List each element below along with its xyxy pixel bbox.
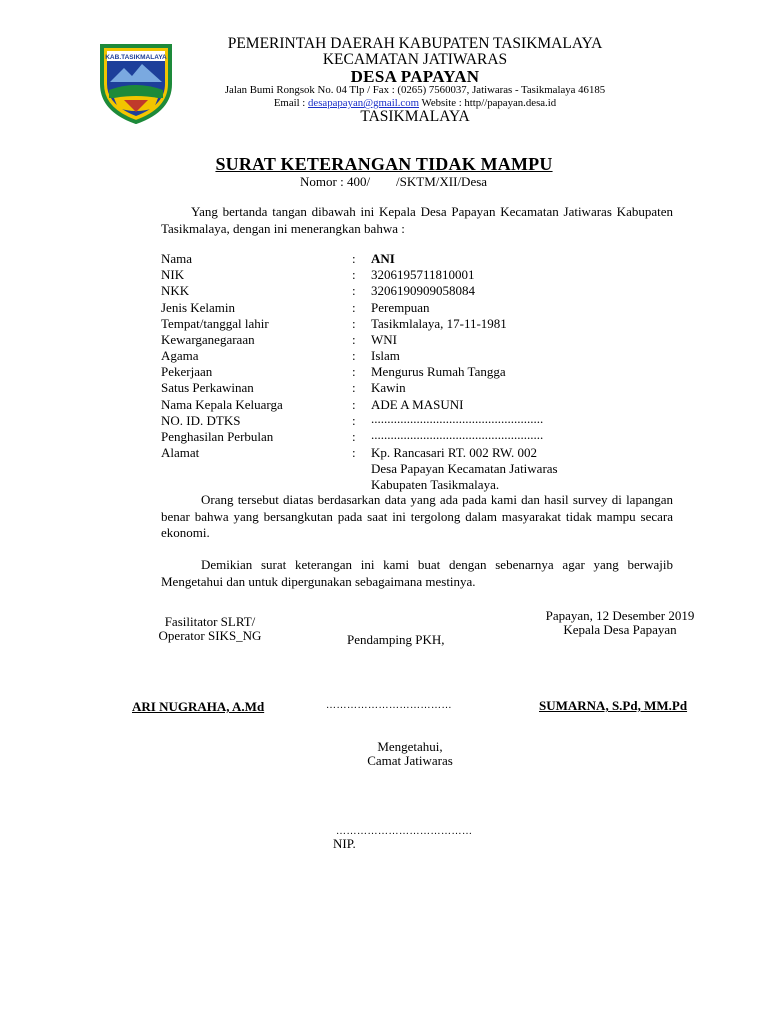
middle-signature-line: ……………………………… <box>326 700 452 711</box>
acknowledgement-label: Mengetahui, <box>377 739 443 754</box>
field-colon: : <box>352 364 356 379</box>
shield-emblem-icon <box>96 40 176 124</box>
field-colon: : <box>352 413 356 428</box>
field-value-address-line2: Desa Papayan Kecamatan Jatiwaras <box>371 461 558 476</box>
field-label-income: Penghasilan Perbulan <box>161 429 274 444</box>
field-colon: : <box>352 348 356 363</box>
field-label-occupation: Pekerjaan <box>161 364 213 379</box>
left-signatory-role-2: Operator SIKS_NG <box>158 628 262 643</box>
document-number: Nomor : 400/ /SKTM/XII/Desa <box>300 174 488 189</box>
field-label-head-of-family: Nama Kepala Keluarga <box>161 397 283 412</box>
logo-text: KAB.TASIKMALAYA <box>105 54 167 61</box>
field-label-nama: Nama <box>161 251 193 266</box>
intro-paragraph: Yang bertanda tangan dibawah ini Kepala Desa Papayan Kecamatan Jatiwaras Kabupaten Tasikmalaya, dengan ini menerangkan bahwa : <box>161 204 673 236</box>
field-label-citizenship: Kewarganegaraan <box>161 332 255 347</box>
field-label-religion: Agama <box>161 348 199 363</box>
subdistrict-head-role: Camat Jatiwaras <box>367 753 453 768</box>
subdistrict-signature-line: ………………………………… <box>336 826 473 837</box>
field-value-occupation: Mengurus Rumah Tangga <box>371 364 506 379</box>
email-link[interactable]: desapapayan@gmail.com <box>308 97 419 109</box>
field-value-nama: ANI <box>371 251 395 266</box>
letterhead-government: PEMERINTAH DAERAH KABUPATEN TASIKMALAYA <box>227 35 603 52</box>
field-colon: : <box>352 267 356 282</box>
nip-label: NIP. <box>333 836 356 851</box>
field-value-religion: Islam <box>371 348 400 363</box>
field-value-marital: Kawin <box>371 380 406 395</box>
field-colon: : <box>352 283 356 298</box>
field-label-gender: Jenis Kelamin <box>161 300 236 315</box>
field-value-nik: 3206195711810001 <box>371 267 475 282</box>
letterhead-city: TASIKMALAYA <box>360 108 470 125</box>
field-colon: : <box>352 445 356 460</box>
left-signatory-role: Fasilitator SLRT/ <box>164 614 256 629</box>
field-colon: : <box>352 397 356 412</box>
field-colon: : <box>352 332 356 347</box>
field-value-nkk: 3206190909058084 <box>371 283 475 298</box>
signing-date: Papayan, 12 Desember 2019 <box>545 608 695 623</box>
letterhead-village: DESA PAPAYAN <box>350 67 480 86</box>
field-value-address: Kp. Rancasari RT. 002 RW. 002 <box>371 445 538 460</box>
document-title: SURAT KETERANGAN TIDAK MAMPU <box>215 154 553 174</box>
field-value-birth: Tasikmlalaya, 17-11-1981 <box>371 316 507 331</box>
field-label-nik: NIK <box>161 267 185 282</box>
right-signatory-name: SUMARNA, S.Pd, MM.Pd <box>539 698 688 713</box>
closing-paragraph: Demikian surat keterangan ini kami buat dengan sebenarnya agar yang berwajib Mengetahui dan untuk dipergunakan sebagaimana mestinya. <box>161 557 673 589</box>
field-value-gender: Perempuan <box>371 300 430 315</box>
field-value-income: ..................................................... <box>371 427 544 442</box>
district-logo <box>96 40 176 124</box>
field-label-address: Alamat <box>161 445 200 460</box>
field-label-marital: Satus Perkawinan <box>161 380 254 395</box>
field-colon: : <box>352 300 356 315</box>
letterhead-district: KECAMATAN JATIWARAS <box>322 51 508 68</box>
left-signatory-name: ARI NUGRAHA, A.Md <box>132 699 265 714</box>
letterhead-address: Jalan Bumi Rongsok No. 04 Tlp / Fax : (0265) 7560037, Jatiwaras - Tasikmalaya 46185 <box>224 84 606 96</box>
field-colon: : <box>352 429 356 444</box>
website-text: Website : http//papayan.desa.id <box>419 97 557 109</box>
field-value-head-of-family: ADE A MASUNI <box>371 397 464 412</box>
field-colon: : <box>352 251 356 266</box>
right-signatory-role: Kepala Desa Papayan <box>563 622 677 637</box>
field-value-address-line3: Kabupaten Tasikmalaya. <box>371 477 500 492</box>
middle-signatory-role: Pendamping PKH, <box>347 632 445 647</box>
field-value-citizenship: WNI <box>371 332 397 347</box>
statement-paragraph: Orang tersebut diatas berdasarkan data yang ada pada kami dan hasil survey di lapangan benar bahwa yang bersangkutan pada saat ini tergolong dalam masyarakat tidak mampu secara ekonomi. <box>161 492 673 540</box>
field-colon: : <box>352 316 356 331</box>
email-label: Email : <box>273 97 309 109</box>
field-label-dtks: NO. ID. DTKS <box>161 413 241 428</box>
field-value-dtks: ..................................................... <box>371 411 544 426</box>
field-colon: : <box>352 380 356 395</box>
field-label-nkk: NKK <box>161 283 190 298</box>
field-label-birth: Tempat/tanggal lahir <box>161 316 269 331</box>
